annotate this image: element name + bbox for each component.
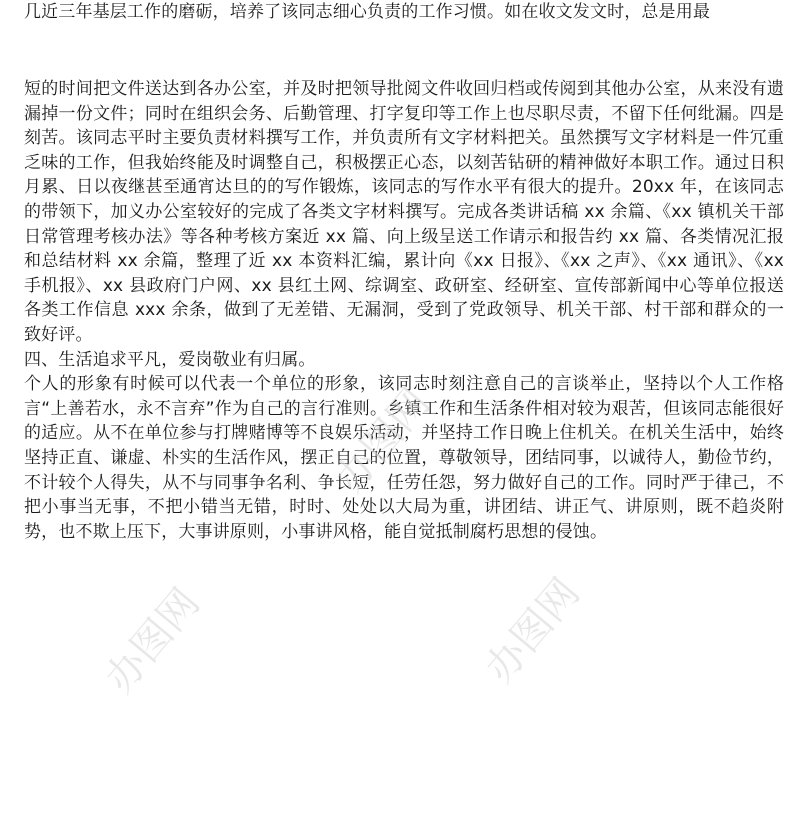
watermark-2: 办图网 [96, 580, 209, 702]
watermark-3: 办图网 [476, 570, 589, 692]
watermark-1: 办图网 [326, 380, 439, 502]
document-top-line: 几近三年基层工作的磨砺，培养了该同志细心负责的工作习惯。如在收文发文时，总是用最 [24, 2, 710, 22]
paragraph-work-diligence: 短的时间把文件送达到各办公室，并及时把领导批阅文件收回归档或传阅到其他办公室，从来没有遗漏掉一份文件；同时在组织会务、后勤管理、打字复印等工作上也尽职尽责，不留下任何纰漏。四是刻苦。该同志平时主要负责材料撰写工作，并负责所有文字材料把关。虽然撰写文字材料是一件冗重乏味的工作，但我始终能及时调整自己，积极摆正心态，以刻苦钻研的精神做好本职工作。通过日积月累、日以夜继甚至通宵达旦的的写作锻炼，该同志的写作水平有很大的提升。20xx 年，在该同志的带领下，加义办公室较好的完成了各类文字材料撰写。完成各类讲话稿 xx 余篇、《xx 镇机关干部日常管理考核办法》等各种考核方案近 xx 篇、向上级呈送工作请示和报告约 xx 篇、各类情况汇报和总结材料 xx 余篇，整理了近 xx 本资料汇编，累计向《xx 日报》、《xx 之声》、《xx 通讯》、《xx 手机报》、xx 县政府门户网、xx 县红土网、综调室、政研室、经研室、宣传部新闻中心等单位报送各类工作信息 xxx 余条，做到了无差错、无漏洞，受到了党政领导、机关干部、村干部和群众的一致好评。 [24, 79, 784, 345]
paragraph-personal-conduct: 个人的形象有时候可以代表一个单位的形象，该同志时刻注意自己的言谈举止，坚持以个人工作格言“上善若水，永不言弃”作为自己的言行准则。乡镇工作和生活条件相对较为艰苦，但该同志能很好的适应。从不在单位参与打牌赌博等不良娱乐活动，并坚持工作日晚上住机关。在机关生活中，始终坚持正直、谦虚、朴实的生活作风，摆正自己的位置，尊敬领导，团结同事，以诚待人，勤俭节约，不计较个人得失，从不与同事争名利、争长短，任劳任怨，努力做好自己的工作。同时严于律己，不把小事当无事，不把小错当无错，时时、处处以大局为重，讲团结、讲正气、讲原则，既不趋炎附势，也不欺上压下，大事讲原则，小事讲风格，能自觉抵制腐朽思想的侵蚀。 [24, 374, 784, 542]
document-body [24, 77, 784, 544]
section-heading-four: 四、生活追求平凡，爱岗敬业有归属。 [24, 349, 316, 370]
